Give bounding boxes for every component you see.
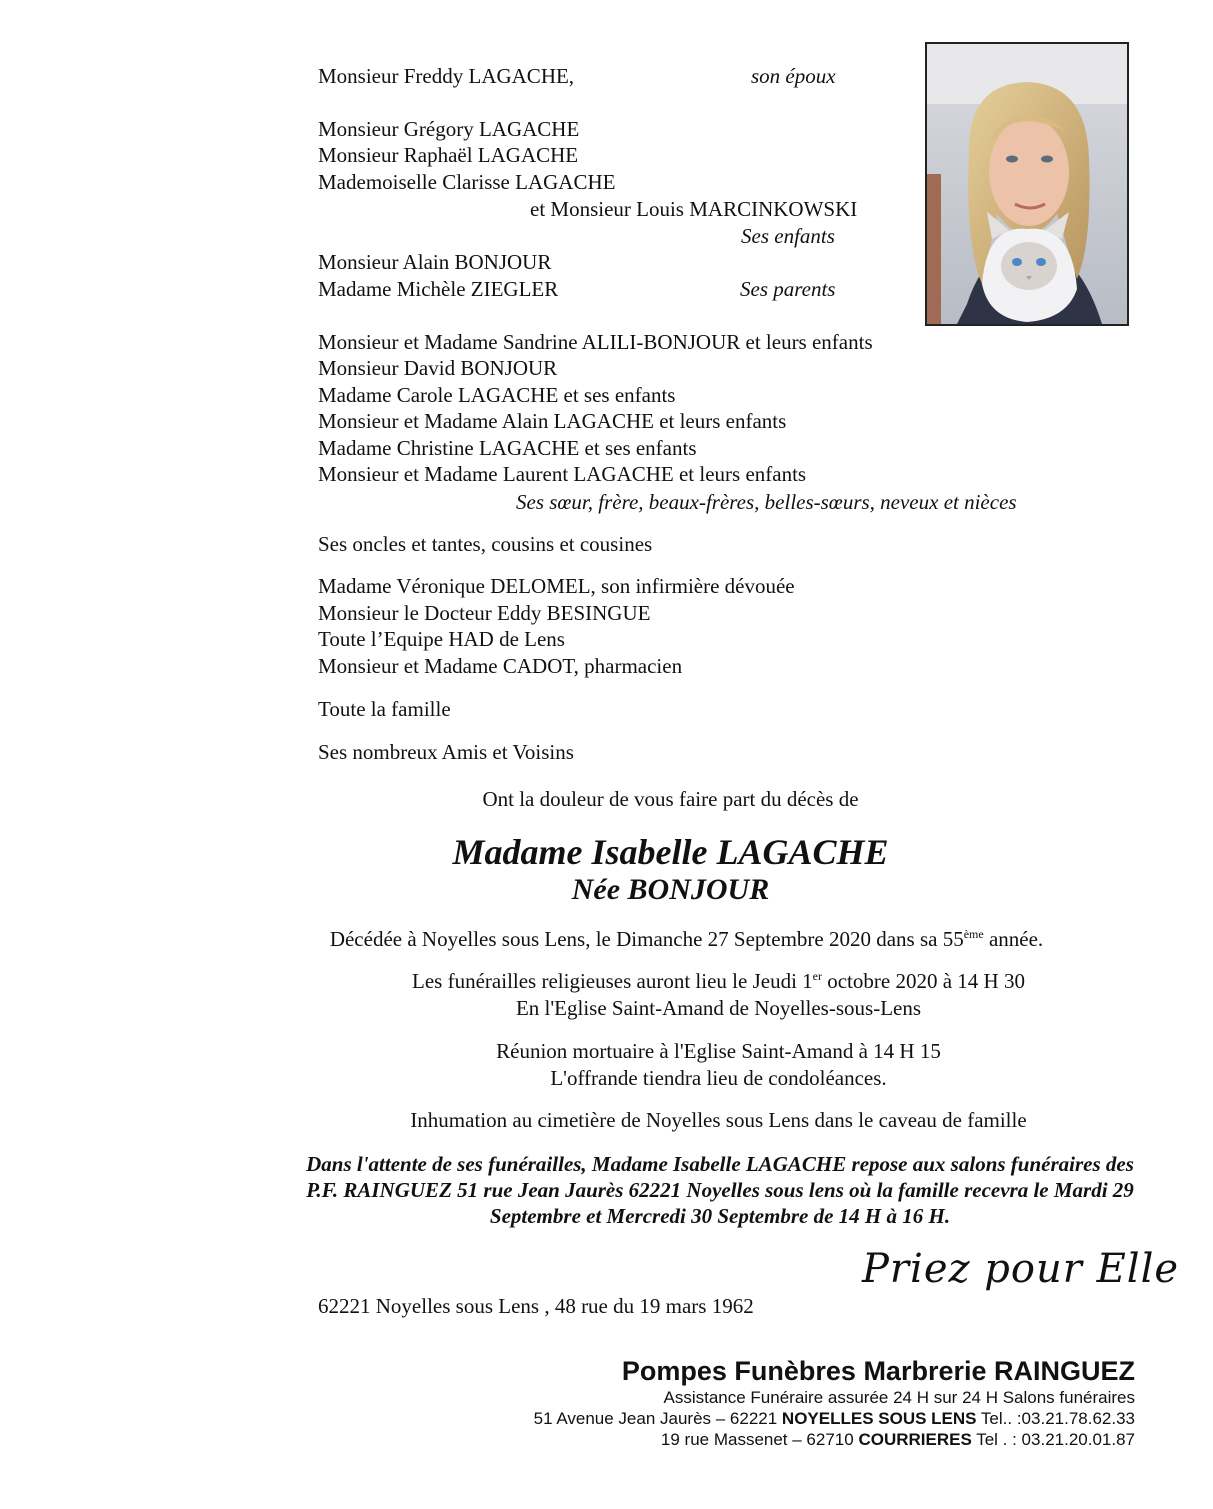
- gathering-line-1: Réunion mortuaire à l'Eglise Saint-Amand à 14 H 15: [496, 1039, 941, 1063]
- prayer: Priez pour Elle: [862, 1246, 1180, 1292]
- friends: Ses nombreux Amis et Voisins: [318, 740, 574, 764]
- portrait-photo: [925, 42, 1129, 326]
- child-3-partner: et Monsieur Louis MARCINKOWSKI: [530, 197, 858, 221]
- family-address: 62221 Noyelles sous Lens , 48 rue du 19 mars 1962: [318, 1294, 754, 1318]
- spouse-relation: son époux: [751, 64, 836, 88]
- company-services: Assistance Funéraire assurée 24 H sur 24 H Salons funéraires: [663, 1388, 1135, 1407]
- whole-family: Toute la famille: [318, 697, 451, 721]
- funeral-line-2: En l'Eglise Saint-Amand de Noyelles-sous-Lens: [515, 996, 922, 1020]
- company-address-1-phone: Tel.. :03.21.78.62.33: [976, 1409, 1135, 1428]
- death-ordinal: ème: [963, 927, 984, 941]
- caregiver-3: Toute l’Equipe HAD de Lens: [318, 627, 565, 651]
- company-name: Pompes Funèbres Marbrerie RAINGUEZ: [621, 1356, 1135, 1386]
- children-relation: Ses enfants: [741, 224, 835, 248]
- burial: Inhumation au cimetière de Noyelles sous Lens dans le caveau de famille: [410, 1108, 1027, 1132]
- deceased-maiden-name: Née BONJOUR: [571, 873, 770, 906]
- sibling-1: Monsieur et Madame Sandrine ALILI-BONJOUR et leurs enfants: [318, 330, 873, 354]
- company-address-2-city: COURRIERES: [858, 1430, 972, 1449]
- child-3: Mademoiselle Clarisse LAGACHE: [318, 170, 616, 194]
- sibling-4: Monsieur et Madame Alain LAGACHE et leurs enfants: [318, 409, 787, 433]
- caregiver-1: Madame Véronique DELOMEL, son infirmière dévouée: [318, 574, 795, 598]
- funeral-ordinal: er: [812, 969, 822, 983]
- company-address-2: [661, 1430, 1135, 1450]
- sibling-6: Monsieur et Madame Laurent LAGACHE et leurs enfants: [318, 462, 807, 486]
- sibling-3: Madame Carole LAGACHE et ses enfants: [318, 383, 676, 407]
- parent-1: Monsieur Alain BONJOUR: [318, 250, 552, 274]
- company-address-1: [534, 1409, 1135, 1429]
- funeral-line-1: [112, 967, 1213, 995]
- child-1: Monsieur Grégory LAGACHE: [318, 117, 580, 141]
- company-address-1-city: NOYELLES SOUS LENS: [781, 1409, 977, 1428]
- siblings-relation: Ses sœur, frère, beaux-frères, belles-sœurs, neveux et nièces: [516, 490, 1017, 514]
- company-address-1-street: 51 Avenue Jean Jaurès – 62221: [533, 1409, 782, 1428]
- company-address-2-phone: Tel . : 03.21.20.01.87: [971, 1430, 1135, 1449]
- gathering-line-2: L'offrande tiendra lieu de condoléances.: [550, 1066, 887, 1090]
- vigil-notice: Dans l'attente de ses funérailles, Madame Isabelle LAGACHE repose aux salons funéraires des P.F. RAINGUEZ 51 rue Jean Jaurès 62221 Noyelles sous lens où la famille recevra le Mardi 29 Septembre et Mercredi 30 Septembre de 14 H à 16 H.: [306, 1152, 1134, 1228]
- company-address-2-street: 19 rue Massenet – 62710: [660, 1430, 859, 1449]
- sibling-5: Madame Christine LAGACHE et ses enfants: [318, 436, 697, 460]
- death-tail: année.: [983, 927, 1044, 951]
- sibling-2: Monsieur David BONJOUR: [318, 356, 558, 380]
- deceased-name: Madame Isabelle LAGACHE: [452, 832, 889, 872]
- death-details: [80, 925, 1213, 953]
- parent-2: Madame Michèle ZIEGLER: [318, 277, 559, 301]
- child-2: Monsieur Raphaël LAGACHE: [318, 143, 579, 167]
- caregiver-2: Monsieur le Docteur Eddy BESINGUE: [318, 601, 651, 625]
- spouse-name: Monsieur Freddy LAGACHE,: [318, 64, 575, 88]
- announcement: Ont la douleur de vous faire part du décès de: [482, 787, 859, 811]
- death-text: Décédée à Noyelles sous Lens, le Dimanche 27 Septembre 2020 dans sa 55: [329, 927, 964, 951]
- parents-relation: Ses parents: [740, 277, 836, 301]
- extended-family: Ses oncles et tantes, cousins et cousines: [318, 532, 653, 556]
- caregiver-4: Monsieur et Madame CADOT, pharmacien: [318, 654, 683, 678]
- funeral-time: octobre 2020 à 14 H 30: [821, 969, 1025, 993]
- funeral-text: Les funérailles religieuses auront lieu le Jeudi 1: [412, 969, 813, 993]
